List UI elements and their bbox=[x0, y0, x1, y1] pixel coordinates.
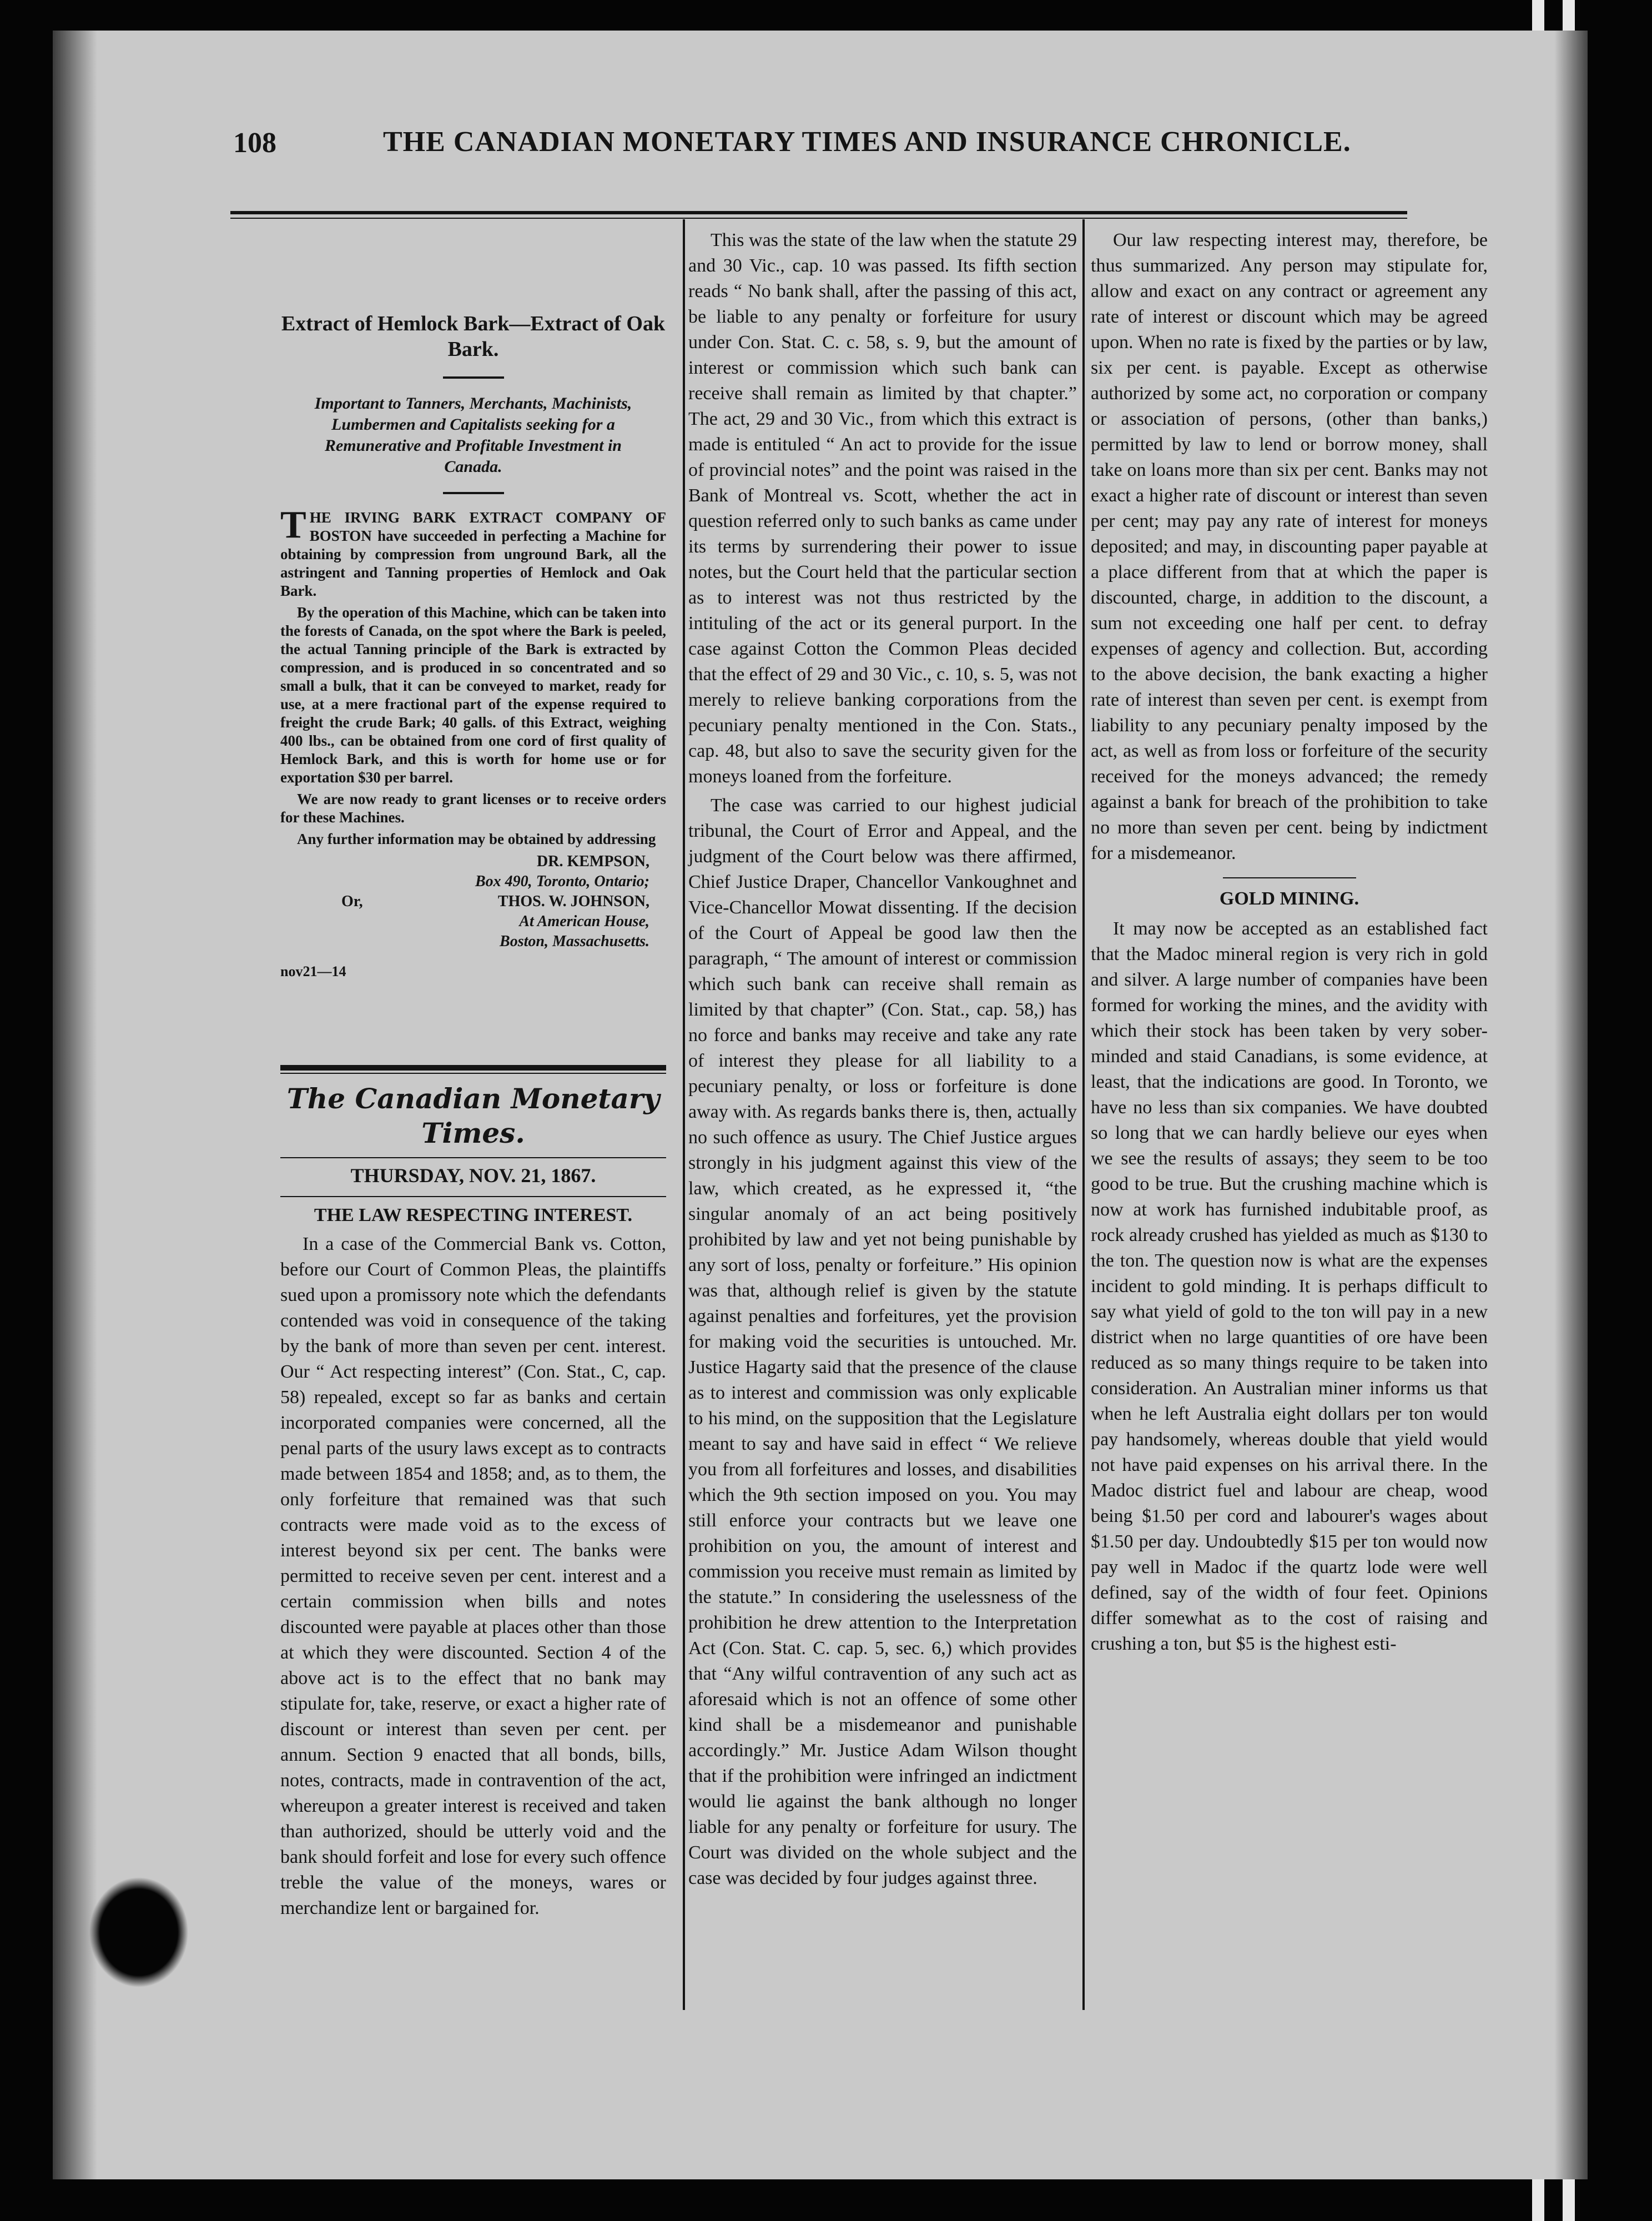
article-paragraph: Our law respecting interest may, therefore, be thus summarized. Any person may stipulate for, allow and exact on any contract or agreement any rate of interest or discount which may be agreed upon. When no rate is fixed by the parties or by law, six per cent. is payable. Except as otherwise authorized by some act, no corporation or company or association of persons, (other than banks,) permitted by law to lend or borrow money, shall take on loans more than six per cent. Banks may not exact a higher rate of discount or interest than seven per cent; may pay any rate of interest for moneys deposited; and may, in discounting paper payable at a place different from that at which the paper is discounted, charge, in addition to the discount, a sum not exceeding one half per cent. to defray expenses of agency and collection. But, according to the above decision, the bank exacting a higher rate of interest than seven per cent. is exempt from liability to any pecuniary penalty imposed by the act, as well as from loss or forfeiture of the security received for the moneys advanced; the remedy against a bank for breach of the prohibition to take no more than seven per cent. being by indictment for a misdemeanor. bbox=[1091, 230, 1488, 863]
article-paragraph: It may now be accepted as an established fact that the Madoc mineral region is very rich in gold and silver. A large number of companies have been formed for working the mines, and the avidity with which their stock has been taken by very sober-minded and staid Canadians, is some evidence, at least, that the indications are good. In Toronto, we have no less than six companies. We have doubted so long that we can hardly believe our eyes when we see the results of assays; they seem to be too good to be true. But the crushing machine which is now at work has furnished indubitable proof, as rock already crushed has yielded as much as $130 to the ton. The question now is what are the expenses incident to gold minding. It is perhaps difficult to say what yield of gold to the ton will pay in a new district when no large quantities of ore have been reduced as so many things require to be taken into consideration. An Australian miner informs us that when he left Australia eight dollars per ton would pay handsomely, whereas double that yield would not have paid expenses on his arrival there. In the Madoc district fuel and labour are cheap, wood being $1.50 per cord and labourer's wages about $1.50 per day. Undoubtedly $15 per ton would now pay well in Madoc if the quartz lode were well defined, say of the width of four feet. Opinions differ somewhat as to the cost of raising and crushing a ton, but $5 is the highest esti- bbox=[1091, 918, 1488, 1654]
thick-rule bbox=[280, 1065, 666, 1071]
column-3 bbox=[1091, 228, 1488, 1660]
column-1 bbox=[280, 228, 666, 1924]
or-label: Or, bbox=[341, 893, 363, 910]
masthead: THE CANADIAN MONETARY TIMES AND INSURANCE CHRONICLE. bbox=[383, 126, 1351, 158]
divider bbox=[280, 1196, 666, 1197]
ad-body bbox=[280, 504, 666, 848]
ad-contacts bbox=[280, 852, 666, 982]
ad-paragraph: We are now ready to grant licenses or to receive orders for these Machines. bbox=[280, 791, 666, 826]
paper-title: The Canadian Monetary Times. bbox=[286, 1082, 660, 1149]
page-shadow bbox=[53, 31, 97, 2179]
issue-date: THURSDAY, NOV. 21, 1867. bbox=[350, 1164, 596, 1187]
article-paragraph: In a case of the Commercial Bank vs. Cotton, before our Court of Common Pleas, the plaintiffs sued upon a promissory note which the defendants contended was void in consequence of the taking by the bank of more than seven per cent. interest. Our “ Act respecting interest” (Con. Stat., C, cap. 58) repealed, except so far as banks and certain incorporated companies were concerned, all the penal parts of the usury laws except as to contracts made between 1854 and 1858; and, as to them, the only forfeiture that remained was that such contracts were made void as to the excess of interest beyond six per cent. The banks were permitted to receive seven per cent. interest and a certain commission when bills and notes discounted were payable at places other than those at which they were discounted. Section 4 of the above act is to the effect that no bank may stipulate for, take, reserve, or exact a higher rate of discount or interest than seven per cent. per annum. Section 9 enacted that all bonds, bills, notes, contracts, made in contravention of the act, whereupon a greater interest is received and taken than authorized, should be utterly void and the bank should forfeit and lose for every such offence treble the value of the moneys, wares or merchandize lent or bargained for. bbox=[280, 1234, 666, 1918]
ad-paragraph: HE IRVING BARK EXTRACT COMPANY OF BOSTON have succeeded in perfecting a Machine for obtaining by compression from unground Bark, all the astringent and Tanning properties of Hemlock and Oak Bark. bbox=[280, 509, 666, 599]
article-heading: GOLD MINING. bbox=[1219, 888, 1359, 909]
header-rule bbox=[230, 211, 1407, 214]
header-rule bbox=[230, 218, 1407, 219]
binder-clip bbox=[89, 1877, 189, 1988]
column-2 bbox=[688, 228, 1077, 1895]
film-edge-mark bbox=[1563, 0, 1575, 31]
ad-paragraph: Any further information may be obtained by addressing bbox=[297, 831, 656, 847]
column-rule bbox=[683, 219, 685, 2010]
ad-subtitle: Important to Tanners, Merchants, Machinists, Lumbermen and Capitalists seeking for a Remunerative and Profitable Investment in Canada. bbox=[314, 394, 632, 476]
contact-address: Box 490, Toronto, Ontario; bbox=[475, 873, 649, 890]
ad-code: nov21—14 bbox=[280, 963, 346, 979]
article-paragraph: The case was carried to our highest judicial tribunal, the Court of Error and Appeal, and the judgment of the Court below was there affirmed, Chief Justice Draper, Chancellor Vankoughnet and Vice-Chancellor Mowat dissenting. If the decision of the Court of Appeal be good law then the paragraph, “ The amount of interest or commission which such bank can receive shall remain as limited by that chapter” (Con. Stat., cap. 58,) has no force and banks may receive and take any rate of interest they please for all liability to a pecuniary penalty, or loss or forfeiture is done away with. As regards banks there is, then, actually no such offence as usury. The Chief Justice argues strongly in his judgment against this view of the law, which created, as he expressed it, “the singular anomaly of an act being positively prohibited by law and yet not being punishable by any sort of loss, penalty or forfeiture.” His opinion was that, although relief is given by the statute against penalties and forfeitures, yet the provision for making void the securities is untouched. Mr. Justice Hagarty said that the presence of the clause as to interest and commission was only explicable to his mind, on the supposition that the Legislature meant to say and have said in effect “ We relieve you from all forfeitures and losses, and disabilities which the 9th section imposed on you. You may still enforce your contracts but we leave one prohibition on you, the amount of interest and commission you receive must remain as limited by the statute.” In considering the uselessness of the prohibition he drew attention to the Interpretation Act (Con. Stat. C. cap. 5, sec. 6,) which provides that “Any wilful contravention of any such act as aforesaid which is not an offence of some other kind shall be a misdemeanor and punishable accordingly.” Mr. Justice Adam Wilson thought that if the prohibition were infringed an indictment would lie against the bank although no longer liable for any penalty or forfeiture for usury. The Court was divided on the whole subject and the case was decided by four judges against three. bbox=[688, 795, 1077, 1888]
film-edge-mark bbox=[1532, 0, 1544, 31]
column-rule bbox=[1082, 219, 1085, 2010]
article-heading: THE LAW RESPECTING INTEREST. bbox=[314, 1205, 633, 1225]
contact-address: At American House, bbox=[519, 913, 649, 930]
ad-paragraph: By the operation of this Machine, which can be taken into the forests of Canada, on the spot where the Bark is peeled, the actual Tanning principle of the Bark is extracted by compression, and is produced in so concentrated and so small a bulk, that it can be conveyed to market, ready for use, at a mere fractional part of the expense required to freight the crude Bark; 40 galls. of this Extract, weighing 400 lbs., can be obtained from one cord of first quality of Hemlock Bark, and this is worth for home use or for exportation $30 per barrel. bbox=[280, 604, 666, 786]
film-edge-mark bbox=[1563, 2179, 1575, 2221]
divider bbox=[280, 1157, 666, 1158]
short-rule bbox=[443, 376, 504, 379]
divider bbox=[1223, 877, 1356, 878]
contact-name: THOS. W. JOHNSON, bbox=[497, 893, 649, 910]
article-paragraph: This was the state of the law when the statute 29 and 30 Vic., cap. 10 was passed. Its fifth section reads “ No bank shall, after the passing of this act, be liable to any penalty or forfeiture for usury under Con. Stat. C. c. 58, s. 9, but the amount of interest or commission which such bank can receive shall remain as limited by that chapter.” The act, 29 and 30 Vic., from which this extract is made is entituled “ An act to provide for the issue of provincial notes” and the point was raised in the Bank of Montreal vs. Scott, whether the act in question referred only to such banks as came under its terms by surrendering their power to issue notes, but the Court held that the particular section as to interest was not thus restricted by the intituling of the act or its general purport. In the case against Cotton the Common Pleas decided that the effect of 29 and 30 Vic., c. 10, s. 5, was not merely to relieve banking corporations from the pecuniary penalty mentioned in the Con. Stats., cap. 48, but also to save the security given for the moneys loaned from the forfeiture. bbox=[688, 230, 1077, 787]
short-rule bbox=[443, 492, 504, 494]
page-shadow bbox=[1554, 31, 1588, 2179]
dropcap: T bbox=[280, 504, 306, 546]
ad-title: Extract of Hemlock Bark—Extract of Oak Bark. bbox=[281, 312, 666, 361]
contact-name: DR. KEMPSON, bbox=[537, 853, 649, 870]
thin-rule bbox=[280, 1073, 666, 1074]
contact-address: Boston, Massachusetts. bbox=[500, 933, 649, 950]
page-number: 108 bbox=[233, 127, 276, 159]
film-edge-mark bbox=[1532, 2179, 1544, 2221]
